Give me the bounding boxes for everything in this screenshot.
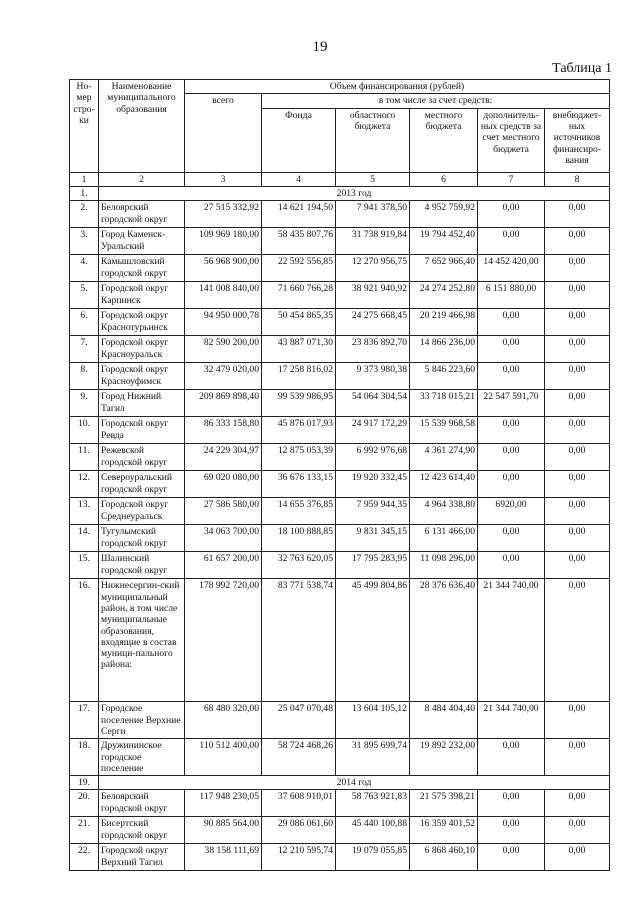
additional-value: 0,00 [478,444,545,471]
local-value: 19 892 232,00 [410,739,478,776]
regional-value: 7 959 944,35 [336,498,410,525]
header-extra-budget: внебюджет-ных источников финансиро-вания [545,108,610,172]
total-value: 56 968 900,00 [185,255,262,282]
row-number: 20. [70,790,99,817]
additional-value: 0,00 [478,739,545,776]
column-number-row [70,172,610,186]
additional-value: 0,00 [478,525,545,552]
page-number: 19 [312,39,328,55]
municipality-name: Городской округ Карпинск [99,282,185,309]
municipality-name: Городской округ Красноуфимск [99,363,185,390]
local-value: 21 575 398,21 [410,790,478,817]
local-value: 12 423 614,40 [410,471,478,498]
regional-value: 31 738 919,84 [336,228,410,255]
table-caption: Таблица 1 [552,61,612,76]
local-value: 16 359 401,52 [410,817,478,844]
column-number: 3 [185,172,262,186]
regional-value: 19 079 055,85 [336,844,410,871]
total-value: 32 479 020,00 [185,363,262,390]
local-value: 4 952 759,92 [410,201,478,228]
additional-value: 0,00 [478,201,545,228]
header-total: всего [185,94,262,172]
regional-value: 9 831 345,15 [336,525,410,552]
total-value: 24 229 304,97 [185,444,262,471]
fund-value: 58 724 468,26 [262,739,336,776]
local-value: 11 098 296,00 [410,552,478,579]
regional-value: 54 064 304,54 [336,390,410,417]
table-row [70,336,610,363]
local-value: 28 376 636,40 [410,579,478,702]
additional-value: 0,00 [478,844,545,871]
extra-value: 0,00 [545,739,610,776]
header-regional: областного бюджета [336,108,410,172]
total-value: 94 950 000,78 [185,309,262,336]
year-row-2013 [70,186,610,200]
column-number: 8 [545,172,610,186]
extra-value: 0,00 [545,390,610,417]
total-value: 38 158 111,69 [185,844,262,871]
regional-value: 17 795 283,95 [336,552,410,579]
extra-value: 0,00 [545,417,610,444]
year-label: 2014 год [99,776,610,790]
regional-value: 58 763 921,83 [336,790,410,817]
local-value: 19 794 452,40 [410,228,478,255]
fund-value: 18 100 888,85 [262,525,336,552]
fund-value: 14 655 376,85 [262,498,336,525]
total-value: 141 008 840,00 [185,282,262,309]
row-number: 13. [70,498,99,525]
additional-value: 21 344 740,00 [478,702,545,739]
regional-value: 12 270 956,75 [336,255,410,282]
additional-value: 0,00 [478,790,545,817]
total-value: 109 969 180,00 [185,228,262,255]
regional-value: 31 895 699,74 [336,739,410,776]
municipality-name: Белоярский городской округ [99,790,185,817]
local-value: 4 361 274,90 [410,444,478,471]
table-row [70,817,610,844]
table-row [70,579,610,702]
municipality-name: Город Нижний Тагил [99,390,185,417]
local-value: 14 866 236,00 [410,336,478,363]
municipality-name: Городской округ Верхний Тагил [99,844,185,871]
fund-value: 14 621 194,50 [262,201,336,228]
fund-value: 99 539 986,95 [262,390,336,417]
table-row [70,471,610,498]
municipality-name: Городское поселение Верхние Серги [99,702,185,739]
municipality-name: Городской округ Среднеуральск [99,498,185,525]
additional-value: 0,00 [478,552,545,579]
column-number: 6 [410,172,478,186]
additional-value: 22 547 591,70 [478,390,545,417]
local-value: 15 539 968,58 [410,417,478,444]
fund-value: 17 258 816,02 [262,363,336,390]
row-number: 14. [70,525,99,552]
total-value: 178 992 720,00 [185,579,262,702]
extra-value: 0,00 [545,444,610,471]
total-value: 209 869 898,40 [185,390,262,417]
fund-value: 45 876 017,93 [262,417,336,444]
additional-value: 0,00 [478,228,545,255]
extra-value: 0,00 [545,844,610,871]
year-row-2014 [70,776,610,790]
total-value: 69 020 080,00 [185,471,262,498]
header-additional-local: дополнитель-ных средств за счет местного бюджета [478,108,545,172]
row-number: 16. [70,579,99,702]
header-funding-volume: Объем финансирования (рублей) [185,80,610,94]
fund-value: 22 592 556,85 [262,255,336,282]
local-value: 8 484 404,40 [410,702,478,739]
additional-value: 0,00 [478,417,545,444]
row-number: 1. [70,186,99,200]
table-row [70,282,610,309]
municipality-name: Бисертский городской округ [99,817,185,844]
row-number: 6. [70,309,99,336]
total-value: 82 590 200,00 [185,336,262,363]
fund-value: 12 210 595,74 [262,844,336,871]
row-number: 4. [70,255,99,282]
total-value: 27 586 580,00 [185,498,262,525]
row-number: 21. [70,817,99,844]
column-number: 5 [336,172,410,186]
table-row [70,390,610,417]
municipality-name: Режевской городской округ [99,444,185,471]
extra-value: 0,00 [545,702,610,739]
municipality-name: Городской округ Красноуральск [99,336,185,363]
row-number: 10. [70,417,99,444]
total-value: 27 515 332,92 [185,201,262,228]
header-fund: Фонда [262,108,336,172]
row-number: 2. [70,201,99,228]
extra-value: 0,00 [545,817,610,844]
table-row [70,702,610,739]
table-row [70,201,610,228]
extra-value: 0,00 [545,579,610,702]
municipality-name: Камышловский городской округ [99,255,185,282]
row-number: 15. [70,552,99,579]
fund-value: 43 887 071,30 [262,336,336,363]
municipality-name: Белоярский городской округ [99,201,185,228]
fund-value: 12 875 053,39 [262,444,336,471]
municipality-name: Тугулымский городской округ [99,525,185,552]
additional-value: 6 151 880,00 [478,282,545,309]
total-value: 61 657 200,00 [185,552,262,579]
header-local: местного бюджета [410,108,478,172]
fund-value: 36 676 133,15 [262,471,336,498]
local-value: 6 131 466,00 [410,525,478,552]
additional-value: 6920,00 [478,498,545,525]
extra-value: 0,00 [545,336,610,363]
additional-value: 0,00 [478,336,545,363]
header-row-no: Но-мер стро-ки [70,80,99,173]
regional-value: 9 373 980,38 [336,363,410,390]
additional-value: 0,00 [478,363,545,390]
municipality-name: Шалинский городской округ [99,552,185,579]
fund-value: 25 047 070,48 [262,702,336,739]
local-value: 20 219 466,98 [410,309,478,336]
fund-value: 71 660 766,28 [262,282,336,309]
extra-value: 0,00 [545,309,610,336]
extra-value: 0,00 [545,552,610,579]
fund-value: 37 608 910,01 [262,790,336,817]
table-row [70,790,610,817]
municipality-name: Североуральский городской округ [99,471,185,498]
extra-value: 0,00 [545,363,610,390]
municipality-name: Городской округ Краснотурьинск [99,309,185,336]
extra-value: 0,00 [545,282,610,309]
financing-table [69,79,610,871]
fund-value: 50 454 865,35 [262,309,336,336]
extra-value: 0,00 [545,790,610,817]
header-municipality: Наименование муниципального образования [99,80,185,173]
extra-value: 0,00 [545,255,610,282]
extra-value: 0,00 [545,525,610,552]
total-value: 68 480 320,00 [185,702,262,739]
column-number: 1 [70,172,99,186]
total-value: 117 948 230,05 [185,790,262,817]
table-row [70,255,610,282]
total-value: 110 512 400,00 [185,739,262,776]
column-number: 2 [99,172,185,186]
regional-value: 19 920 332,45 [336,471,410,498]
fund-value: 58 435 807,76 [262,228,336,255]
row-number: 9. [70,390,99,417]
column-number: 7 [478,172,545,186]
municipality-name: Город Каменск-Уральский [99,228,185,255]
regional-value: 24 275 668,45 [336,309,410,336]
row-number: 7. [70,336,99,363]
fund-value: 29 086 061,60 [262,817,336,844]
column-number: 4 [262,172,336,186]
additional-value: 14 452 420,00 [478,255,545,282]
extra-value: 0,00 [545,201,610,228]
municipality-name: Нижнесергин-ский муниципальный район, в том числе муниципальные образования, входящие в состав муници-пального района: [99,579,185,702]
row-number: 5. [70,282,99,309]
additional-value: 0,00 [478,309,545,336]
local-value: 24 274 252,80 [410,282,478,309]
extra-value: 0,00 [545,471,610,498]
municipality-name: Дружининское городское поселение [99,739,185,776]
table-row [70,363,610,390]
year-label: 2013 год [99,186,610,200]
regional-value: 45 499 804,86 [336,579,410,702]
total-value: 34 063 700,00 [185,525,262,552]
municipality-name: Городской округ Ревда [99,417,185,444]
row-number: 8. [70,363,99,390]
additional-value: 0,00 [478,817,545,844]
local-value: 7 652 966,40 [410,255,478,282]
regional-value: 6 992 976,68 [336,444,410,471]
local-value: 4 964 338,80 [410,498,478,525]
local-value: 6 868 460,10 [410,844,478,871]
extra-value: 0,00 [545,498,610,525]
regional-value: 7 941 378,50 [336,201,410,228]
extra-value: 0,00 [545,228,610,255]
table-row [70,417,610,444]
local-value: 33 718 015,21 [410,390,478,417]
table-row [70,444,610,471]
row-number: 19. [70,776,99,790]
table-row [70,498,610,525]
table-row [70,525,610,552]
regional-value: 23 836 892,70 [336,336,410,363]
row-number: 18. [70,739,99,776]
total-value: 86 333 158,80 [185,417,262,444]
table-row [70,309,610,336]
regional-value: 45 440 100,88 [336,817,410,844]
row-number: 11. [70,444,99,471]
additional-value: 21 344 740,00 [478,579,545,702]
regional-value: 13 604 105,12 [336,702,410,739]
total-value: 90 885 564,00 [185,817,262,844]
table-row [70,552,610,579]
row-number: 17. [70,702,99,739]
table-row [70,228,610,255]
table-row [70,844,610,871]
row-number: 3. [70,228,99,255]
local-value: 5 846 223,60 [410,363,478,390]
fund-value: 83 771 538,74 [262,579,336,702]
row-number: 22. [70,844,99,871]
header-including: в том числе за счет средств: [262,94,610,108]
regional-value: 24 917 172,29 [336,417,410,444]
additional-value: 0,00 [478,471,545,498]
fund-value: 32 763 620,05 [262,552,336,579]
regional-value: 38 921 940,92 [336,282,410,309]
table-row [70,739,610,776]
row-number: 12. [70,471,99,498]
